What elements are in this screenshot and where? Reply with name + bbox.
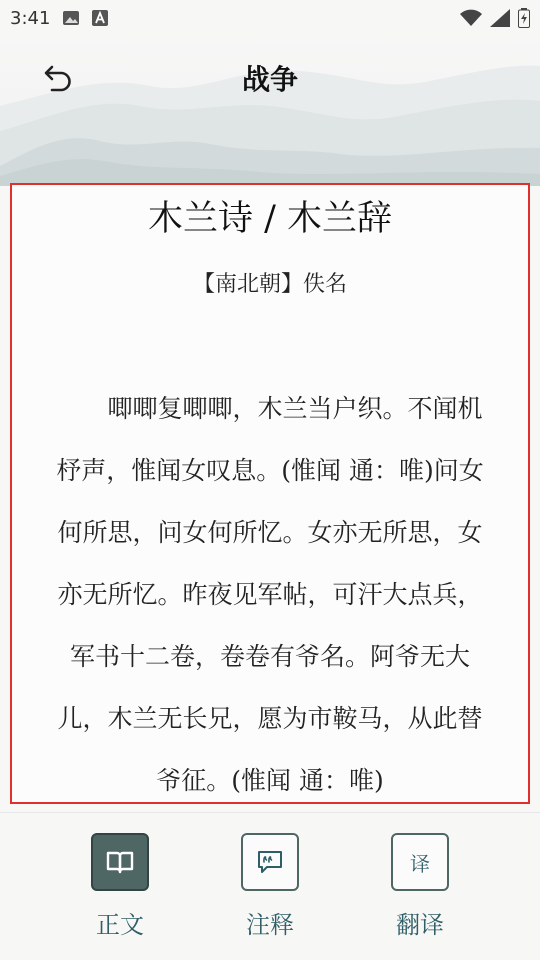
tab-translation[interactable] [360, 813, 480, 960]
text-a-icon [92, 10, 108, 26]
battery-icon [518, 8, 530, 28]
quote-icon [241, 833, 299, 891]
tab-label: 注释 [246, 911, 294, 939]
wifi-icon [460, 9, 482, 27]
status-right [460, 8, 530, 28]
poem-line: 何所思，问女何所忆。女亦无所思，女 [57, 518, 483, 547]
tab-main-text[interactable] [60, 813, 180, 960]
header [0, 36, 540, 186]
tab-annotation[interactable] [210, 813, 330, 960]
status-bar [0, 0, 540, 36]
poem-line: 唧唧复唧唧，木兰当户织。不闻机 [57, 394, 483, 423]
poem-author: 【南北朝】佚名 [192, 272, 347, 297]
poem-line: 儿，木兰无长兄，愿为市鞍马，从此替 [57, 704, 483, 733]
translate-glyph: 译 [410, 851, 430, 876]
page-title: 战争 [241, 63, 298, 96]
poem-body [12, 378, 528, 804]
tab-label: 翻译 [396, 911, 444, 939]
status-left [10, 8, 108, 29]
poem-title: 木兰诗 / 木兰辞 [147, 199, 393, 239]
image-icon [62, 10, 80, 26]
poem-line: 亦无所忆。昨夜见军帖，可汗大点兵， [57, 580, 483, 609]
signal-icon [490, 9, 510, 27]
poem-content [10, 183, 530, 804]
tab-label: 正文 [96, 911, 144, 939]
poem-line: 军书十二卷，卷卷有爷名。阿爷无大 [69, 642, 470, 671]
poem-line: 杼声，惟闻女叹息。(惟闻 通：唯)问女 [56, 456, 484, 485]
status-time: 3:41 [10, 7, 51, 29]
bottom-tab-bar [0, 812, 540, 960]
translate-icon [391, 833, 449, 891]
book-icon [91, 833, 149, 891]
poem-line: 爷征。(惟闻 通：唯) [156, 766, 384, 795]
